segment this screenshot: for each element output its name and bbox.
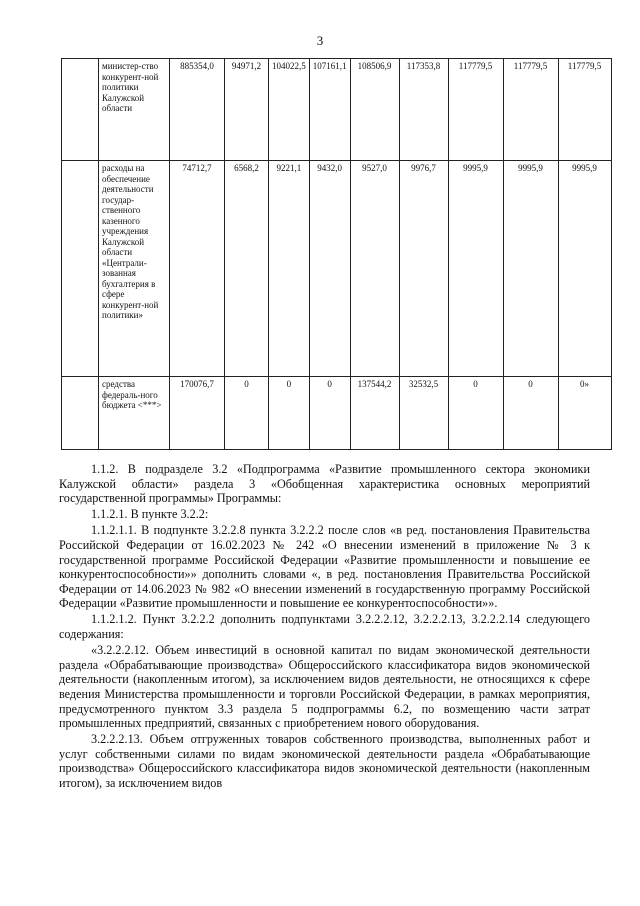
table-cell: 9221,1 [269, 161, 310, 377]
table-cell: 170076,7 [170, 377, 225, 450]
table-cell: 0 [448, 377, 503, 450]
table-cell: 9527,0 [350, 161, 399, 377]
paragraph: 1.1.2. В подразделе 3.2 «Подпрограмма «Развитие промышленного сектора экономики Калужской области» раздела 3 «Обобщенная характеристика основных мероприятий государственной программы» Программы: [59, 462, 590, 506]
table-cell-empty [62, 59, 99, 161]
table-cell: 108506,9 [350, 59, 399, 161]
row-label: расходы на обеспечение деятельности государ-ственного казенного учреждения Калужской области «Централи-зованная бухгалтерия в сфере конкурент-ной политики» [99, 161, 170, 377]
paragraph: «3.2.2.2.12. Объем инвестиций в основной капитал по видам экономической деятельности раздела «Обрабатывающие производства» Общероссийского классификатора видов экономической деятельности (накопленным итогом), за исключением видов деятельности, не относящихся к сфере ведения Министерства промышленности и торговли Российской Федерации, в рамках мероприятия, предусмотренного пунктом 3.3 раздела 5 подпрограммы 6.2, по возмещению части затрат промышленных предприятий, связанных с приобретением нового оборудования. [59, 643, 590, 731]
table-cell: 9432,0 [309, 161, 350, 377]
table-cell: 0» [558, 377, 611, 450]
table-cell: 885354,0 [170, 59, 225, 161]
table-cell: 117779,5 [558, 59, 611, 161]
table-cell: 0 [225, 377, 269, 450]
table-cell: 0 [503, 377, 558, 450]
page-number: 3 [316, 33, 324, 48]
paragraph: 1.1.2.1. В пункте 3.2.2: [91, 507, 209, 522]
row-label: министер-ство конкурент-ной политики Калужской области [99, 59, 170, 161]
table-cell: 0 [269, 377, 310, 450]
table-cell: 117779,5 [448, 59, 503, 161]
table-cell: 137544,2 [350, 377, 399, 450]
table-cell: 74712,7 [170, 161, 225, 377]
document-body [59, 462, 590, 792]
budget-table [61, 58, 612, 450]
table-row [62, 161, 612, 377]
table-cell-empty [62, 161, 99, 377]
row-label: средства федераль-ного бюджета <***> [99, 377, 170, 450]
paragraph: 1.1.2.1.2. Пункт 3.2.2.2 дополнить подпунктами 3.2.2.2.12, 3.2.2.2.13, 3.2.2.2.14 следующего содержания: [59, 612, 590, 642]
table-row [62, 59, 612, 161]
paragraph: 3.2.2.2.13. Объем отгруженных товаров собственного производства, выполненных работ и услуг собственными силами по видам экономической деятельности раздела «Обрабатывающие производства» Общероссийского классификатора видов экономической деятельности (накопленным итогом), за исключением видов [59, 732, 590, 790]
table-row [62, 377, 612, 450]
table-cell: 9976,7 [399, 161, 448, 377]
table-cell: 9995,9 [503, 161, 558, 377]
table-cell: 32532,5 [399, 377, 448, 450]
paragraph: 1.1.2.1.1. В подпункте 3.2.2.8 пункта 3.2.2.2 после слов «в ред. постановления Правительства Российской Федерации от 16.02.2023 № 242 «О внесении изменений в приложение № 3 к государственной программе Российской Федерации «Развитие промышленности и повышение ее конкурентоспособности»» дополнить словами «, в ред. постановления Правительства Российской Федерации от 14.06.2023 № 982 «О внесении изменений в государственную программу Российской Федерации «Развитие промышленности и повышение ее конкурентоспособности»». [59, 523, 590, 611]
table-cell-empty [62, 377, 99, 450]
table-cell: 6568,2 [225, 161, 269, 377]
table-cell: 107161,1 [309, 59, 350, 161]
table-cell: 9995,9 [448, 161, 503, 377]
table-cell: 9995,9 [558, 161, 611, 377]
table-cell: 104022,5 [269, 59, 310, 161]
table-cell: 0 [309, 377, 350, 450]
table-cell: 117353,8 [399, 59, 448, 161]
table-cell: 117779,5 [503, 59, 558, 161]
table-cell: 94971,2 [225, 59, 269, 161]
